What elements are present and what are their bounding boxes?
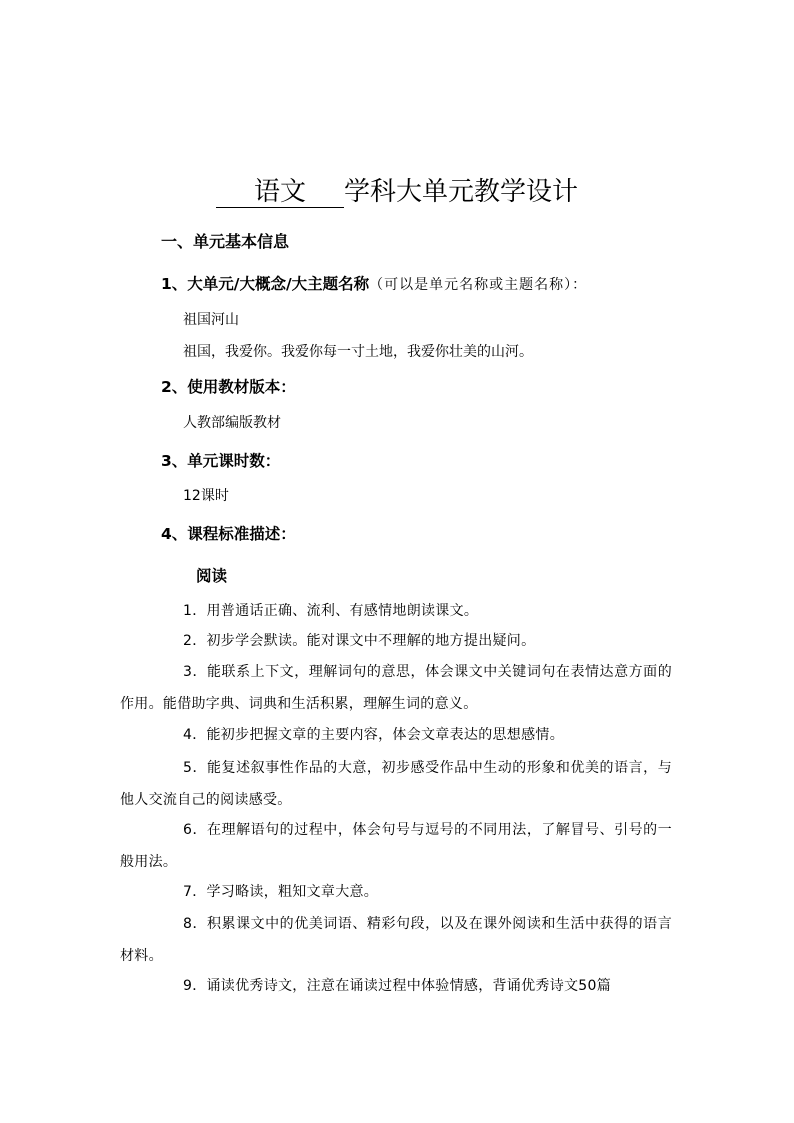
textbook-version-value: 人教部编版教材 (183, 415, 281, 431)
standard-item: 3．能联系上下文，理解词句的意思，体会课文中关键词句在表情达意方面的作用。能借助字典、词典和生活积累，理解生词的意义。 (120, 664, 672, 712)
unit-name-value: 祖国河山 (183, 312, 239, 328)
unit-theme-value: 祖国，我爱你。我爱你每一寸土地，我爱你壮美的山河。 (183, 344, 533, 360)
item-4-number: 4、 (161, 525, 188, 543)
item-4-label: 课程标准描述： (187, 525, 296, 543)
item-3-label: 单元课时数： (187, 452, 281, 470)
standard-item: 5．能复述叙事性作品的大意，初步感受作品中生动的形象和优美的语言，与他人交流自己的阅读感受。 (120, 760, 672, 808)
item-1-heading (161, 273, 587, 296)
item-2-label: 使用教材版本： (187, 378, 296, 396)
item-1-number: 1、 (161, 275, 188, 293)
item-2-number: 2、 (161, 378, 188, 396)
title-suffix: 学科大单元教学设计 (343, 177, 578, 207)
item-2-heading (161, 376, 296, 398)
standard-item: 6．在理解语句的过程中，体会句号与逗号的不同用法，了解冒号、引号的一般用法。 (120, 822, 672, 870)
item-3-number: 3、 (161, 452, 188, 470)
item-4-heading (161, 523, 296, 545)
standard-item: 8．积累课文中的优美词语、精彩句段，以及在课外阅读和生活中获得的语言材料。 (120, 916, 672, 964)
item-3-heading (161, 450, 280, 472)
standard-item: 1．用普通话正确、流利、有感情地朗读课文。 (183, 603, 479, 619)
reading-heading: 阅读 (196, 567, 228, 585)
standard-item: 9．诵读优秀诗文，注意在诵读过程中体验情感，背诵优秀诗文50篇 (183, 978, 612, 994)
lesson-hours-value: 12课时 (183, 488, 229, 504)
item-1-label: 大单元/大概念/大主题名称 (187, 275, 370, 293)
standard-item: 4．能初步把握文章的主要内容，体会文章表达的思想感情。 (183, 727, 565, 743)
section-heading-basic-info: 一、单元基本信息 (161, 232, 290, 251)
standard-item: 2．初步学会默读。能对课文中不理解的地方提出疑问。 (183, 633, 536, 649)
item-1-note: （可以是单元名称或主题名称）： (369, 277, 588, 293)
title-subject-blank: 语文 (216, 177, 344, 208)
standard-item: 7．学习略读，粗知文章大意。 (183, 884, 379, 900)
page-title (0, 175, 794, 209)
